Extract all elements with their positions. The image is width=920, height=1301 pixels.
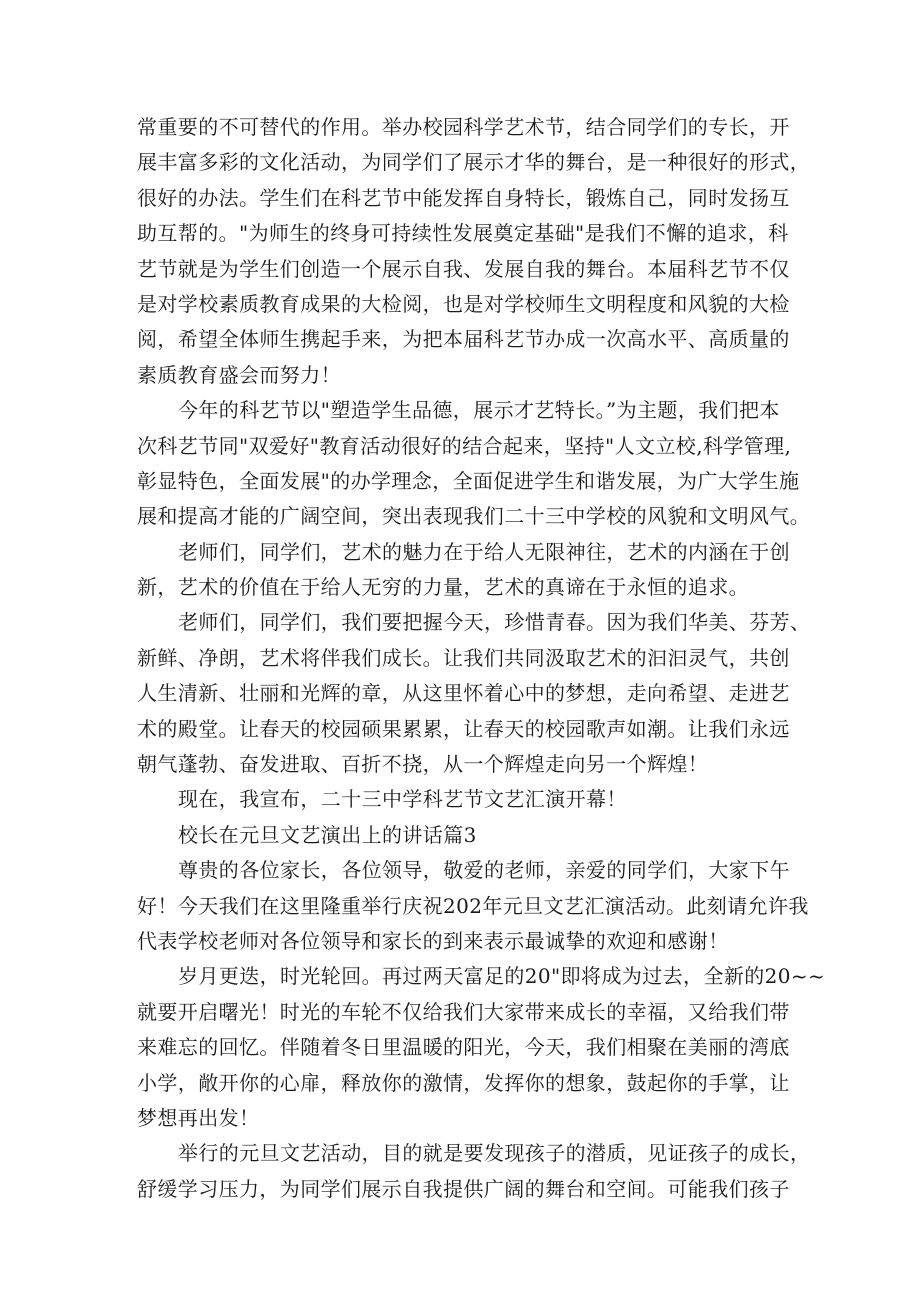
text-line: 彰显特色，全面发展"的办学理念，全面促进学生和谐发展，为广大学生施 (137, 468, 800, 493)
text-line: 是对学校素质教育成果的大检阅，也是对学校师生文明程度和风貌的大检 (137, 291, 790, 316)
text-line: 来难忘的回忆。伴随着冬日里温暖的阳光，今天，我们相聚在美丽的湾底 (137, 1035, 790, 1060)
text-line: 艺节就是为学生们创造一个展示自我、发展自我的舞台。本届科艺节不仅 (137, 256, 790, 281)
text-line: 常重要的不可替代的作用。举办校园科学艺术节，结合同学们的专长，开 (137, 115, 790, 139)
paragraph-start-line: 今年的科艺节以"塑造学生品德，展示才艺特长。”为主题，我们把本 (178, 398, 780, 423)
text-line: 展丰富多彩的文化活动，为同学们了展示才华的舞台，是一种很好的形式， (137, 150, 811, 175)
text-line: 展和提高才能的广阔空间，突出表现我们二十三中学校的风貌和文明风气。 (137, 504, 811, 529)
text-line: 次科艺节同"双爱好"教育活动很好的结合起来，坚持"人文立校,科学管理, (137, 433, 792, 458)
text-line: 好！今天我们在这里隆重举行庆祝202年元旦文艺汇演活动。此刻请允许我 (137, 893, 809, 918)
text-line: 人生清新、壮丽和光辉的章，从这里怀着心中的梦想，走向希望、走进艺 (137, 681, 790, 706)
paragraph-start-line: 老师们，同学们，艺术的魅力在于给人无限神往，艺术的内涵在于创 (178, 539, 790, 564)
text-line: 就要开启曙光！时光的车轮不仅给我们大家带来成长的幸福，又给我们带 (137, 999, 790, 1024)
text-line: 代表学校老师对各位领导和家长的到来表示最诚挚的欢迎和感谢！ (137, 928, 729, 953)
paragraph-start-line: 岁月更迭，时光轮回。再过两天富足的20"即将成为过去，全新的20~~ (178, 964, 826, 989)
text-line: 朝气蓬勃、奋发进取、百折不挠，从一个辉煌走向另一个辉煌！ (137, 752, 709, 777)
text-line: 梦想再出发！ (137, 1105, 260, 1130)
text-line: 新，艺术的价值在于给人无穷的力量，艺术的真谛在于永恒的追求。 (137, 575, 749, 600)
section-heading: 校长在元旦文艺演出上的讲话篇3 (178, 822, 477, 847)
text-line: 舒缓学习压力，为同学们展示自我提供广阔的舞台和空间。可能我们孩子 (137, 1176, 790, 1201)
text-line: 新鲜、净朗，艺术将伴我们成长。让我们共同汲取艺术的汩汩灵气，共创 (137, 645, 790, 670)
paragraph-start-line: 现在，我宣布，二十三中学科艺节文艺汇演开幕！ (178, 787, 627, 812)
document-body (137, 110, 826, 1207)
paragraph-start-line: 举行的元旦文艺活动，目的就是要发现孩子的潜质，见证孩子的成长， (178, 1141, 811, 1166)
paragraph-start-line: 尊贵的各位家长，各位领导，敬爱的老师，亲爱的同学们，大家下午 (178, 858, 790, 883)
text-line: 术的殿堂。让春天的校园硕果累累，让春天的校园歌声如潮。让我们永远 (137, 716, 790, 741)
text-line: 素质教育盛会而努力！ (137, 362, 341, 387)
paragraph-start-line: 老师们，同学们，我们要把握今天，珍惜青春。因为我们华美、芬芳、 (178, 610, 811, 635)
text-line: 很好的办法。学生们在科艺节中能发挥自身特长，锻炼自己，同时发扬互 (137, 185, 790, 210)
text-line: 小学，敞开你的心扉，释放你的激情，发挥你的想象，鼓起你的手掌，让 (137, 1070, 790, 1095)
text-line: 阅，希望全体师生携起手来，为把本届科艺节办成一次高水平、高质量的 (137, 327, 790, 352)
text-line: 助互帮的。"为师生的终身可持续性发展奠定基础"是我们不懈的追求，科 (137, 221, 789, 246)
